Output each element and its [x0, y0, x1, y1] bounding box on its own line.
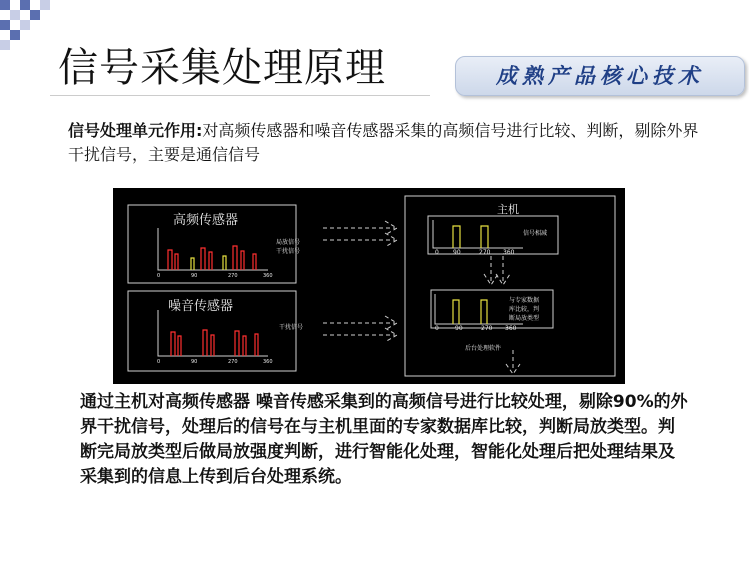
corner-square — [10, 10, 20, 20]
host-sub-tick-1: 90 — [455, 325, 463, 332]
noise-tick-2: 270 — [228, 359, 238, 365]
host-backend-label: 后台处理软件 — [465, 345, 502, 352]
host-axis — [433, 220, 523, 248]
summary-paragraph: 通过主机对高频传感器 噪音传感采集到的高频信号进行比较处理，剔除90%的外界干扰信号，处理后的信号在与主机里面的专家数据库比较，判断局放类型。判断完局放类型后做局放强度判断，进行智能化处理，智能化处理后把处理结果及采集到的信息上传到后台处理系统。 — [80, 392, 688, 487]
noise-tick-0: 0 — [157, 359, 161, 365]
noise-tick-1: 90 — [191, 359, 198, 365]
hf-tick-3: 360 — [263, 273, 273, 279]
host-expert-label-2: 库比较，判 — [509, 306, 540, 313]
host-tick-1: 90 — [453, 249, 461, 256]
noise-tick-3: 360 — [263, 359, 273, 365]
intro-lead: 信号处理单元作用: — [68, 121, 203, 140]
hf-legend-2: 干扰信号 — [276, 248, 301, 255]
host-panel — [405, 196, 615, 376]
corner-square — [40, 0, 50, 10]
host-title: 主机 — [497, 203, 519, 216]
corner-decoration — [0, 0, 60, 60]
tag-banner: 成熟产品核心技术 — [455, 56, 745, 96]
corner-square — [0, 0, 10, 10]
corner-square — [20, 0, 30, 10]
hf-tick-0: 0 — [157, 273, 161, 279]
host-tick-2: 270 — [479, 249, 491, 256]
slide-title: 信号采集处理原理 — [58, 45, 386, 91]
host-tick-3: 360 — [503, 249, 515, 256]
noise-sensor-title: 噪音传感器 — [168, 299, 234, 314]
title-divider — [50, 95, 430, 96]
corner-square — [0, 40, 10, 50]
host-expert-label-1: 与专家数据 — [509, 297, 540, 304]
hf-legend-1: 局放信号 — [276, 239, 301, 246]
host-signal-label: 信号相减 — [523, 230, 548, 237]
hf-tick-2: 270 — [228, 273, 238, 279]
intro-paragraph — [68, 119, 708, 167]
corner-square — [10, 30, 20, 40]
corner-square — [20, 20, 30, 30]
signal-diagram — [113, 188, 625, 384]
host-tick-0: 0 — [435, 249, 439, 256]
hf-tick-1: 90 — [191, 273, 198, 279]
corner-square — [0, 20, 10, 30]
corner-square — [30, 10, 40, 20]
host-sub-tick-2: 270 — [481, 325, 493, 332]
hf-sensor-title: 高频传感器 — [173, 213, 239, 228]
noise-legend-1: 干扰信号 — [279, 324, 304, 331]
host-sub-tick-0: 0 — [435, 325, 439, 332]
host-expert-label-3: 断局放类型 — [509, 315, 540, 322]
host-sub-tick-3: 360 — [505, 325, 517, 332]
intro-text: 对高频传感器和噪音传感器采集的高频信号进行比较、判断，剔除外界干扰信号，主要是通信信号 — [68, 121, 699, 164]
